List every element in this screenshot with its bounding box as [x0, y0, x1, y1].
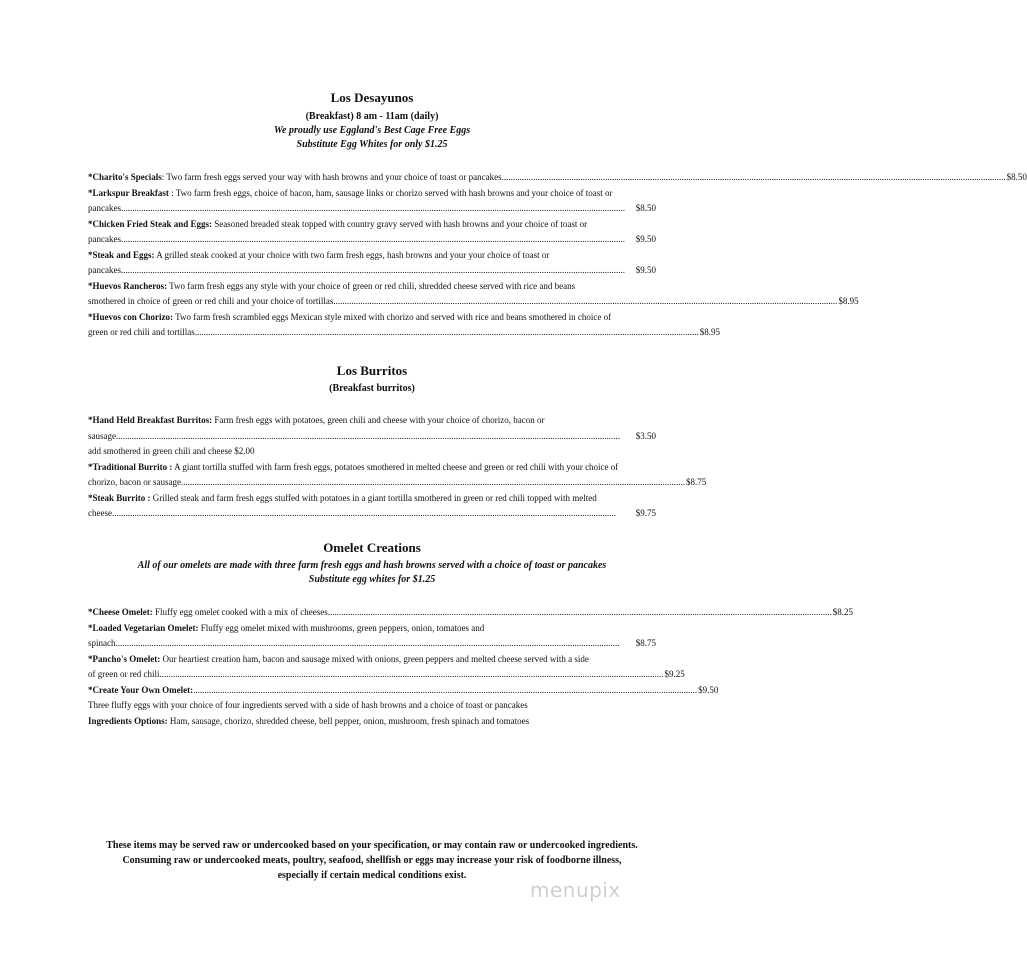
price: $9.75	[635, 508, 656, 518]
breakfast-hours: (Breakfast) 8 am - 11am (daily)	[305, 111, 439, 122]
ingredients-options: Ingredients Options: Ham, sausage, chorizo, shredded cheese, bell pepper, onion, mushroom, fresh spinach and tomatoes	[88, 715, 530, 726]
menu-item: *Traditional Burrito : A giant tortilla stuffed with farm fresh eggs, potatoes smothered in melted cheese and green or red chili with your choice of	[88, 461, 619, 472]
menu-item: *Larkspur Breakfast : Two farm fresh eggs, choice of bacon, ham, sausage links or chorizo served with hash browns and your choice of toast or	[88, 187, 613, 198]
price: $9.25	[664, 669, 685, 679]
omelets-header	[0, 540, 744, 587]
burritos-title: Los Burritos	[336, 363, 408, 378]
price: $9.50	[698, 684, 719, 695]
menu-item: *Huevos Rancheros: Two farm fresh eggs any style with your choice of green or red chili, shredded cheese served with rice and beans	[88, 280, 576, 291]
menu-item: *Pancho's Omelet: Our heartiest creation ham, bacon and sausage mixed with onions, green peppers and melted cheese served with a side	[88, 653, 589, 664]
breakfast-title: Los Desayunos	[330, 90, 414, 105]
omelets-substitute: Substitute egg whites for $1.25	[308, 574, 436, 585]
menu-item: *Cheese Omelet: Fluffy egg omelet cooked with a mix of cheeses ..... $8.25	[88, 605, 656, 621]
add-on-note: add smothered in green chili and cheese $2.00	[88, 446, 255, 456]
omelets-note: All of our omelets are made with three farm fresh eggs and hash browns served with a choice of toast or pancakes	[137, 560, 607, 571]
omelets-title: Omelet Creations	[323, 540, 421, 555]
price: $8.50	[1006, 172, 1027, 182]
price: $9.50	[635, 234, 656, 244]
price: $8.95	[838, 296, 859, 306]
breakfast-items: *Charito's Specials: Two farm fresh eggs served your way with hash browns and your choice of toast or pancakes ..... $8.50 *Larkspur Breakfast : Two farm fresh eggs, choice of bacon, ham, sausage links or chorizo served with hash browns and your choice of toast or pancakes ..... $8.50 *Chicken Fried Steak and Eggs: Seasoned breaded steak topped with country gravy served with hash browns and your choice of toast or pancakes ..... $9.50 *Steak and Eggs: A grilled steak cooked at your choice with two farm fresh eggs, hash browns and your your choice of toast or pancakes ..... $9.50 *Huevos Rancheros: Two farm fresh eggs any style with your choice of green or red chili, shredded cheese served with rice and beans smothered in choice of green or red chili and your choice of tortillas ..... $8.95 *Huevos con Chorizo: Two farm fresh scrambled eggs Mexican style mixed with chorizo and served with rice and beans smothered in choice of green or red chili and tortillas ..... $8.95	[88, 170, 656, 341]
price: $8.75	[685, 477, 707, 487]
price: $3.50	[635, 430, 656, 441]
burrito-items: *Hand Held Breakfast Burritos: Farm fresh eggs with potatoes, green chili and cheese with your choice of chorizo, bacon or sausage ..... $3.50 add smothered in green chili and cheese $2.00 *Traditional Burrito : A giant tortilla stuffed with farm fresh eggs, potatoes smothered in melted cheese and green or red chili with your choice of chorizo, bacon or sausage ..... $8.75 *Steak Burrito : Grilled steak and farm fresh eggs stuffed with potatoes in a giant tortilla smothered in green or red chili topped with melted cheese ..... $9.75	[88, 413, 656, 522]
create-omelet-description: Three fluffy eggs with your choice of four ingredients served with a side of hash browns and a choice of toast or pancakes	[88, 700, 528, 710]
egg-white-substitute: Substitute Egg Whites for only $1.25	[296, 139, 448, 150]
menu-item: *Charito's Specials: Two farm fresh eggs served your way with hash browns and your choice of toast or pancakes ..... $8.50	[88, 170, 656, 186]
price: $8.95	[699, 327, 720, 337]
menu-item: *Huevos con Chorizo: Two farm fresh scrambled eggs Mexican style mixed with chorizo and served with rice and beans smothered in choice of	[88, 311, 612, 322]
food-safety-disclaimer: These items may be served raw or undercooked based on your specification, or may contain raw or undercooked ingredients. Consuming raw or undercooked meats, poultry, seafood, shellfish or eggs may increase your risk of foodborne illness, especially if certain medical conditions exist.	[106, 840, 638, 881]
breakfast-header	[0, 90, 744, 152]
menu-item: *Create Your Own Omelet: ..... $9.50	[88, 683, 656, 699]
price: $9.50	[635, 265, 656, 275]
menu-item: *Steak Burrito : Grilled steak and farm fresh eggs stuffed with potatoes in a giant tortilla smothered in green or red chili topped with melted	[88, 492, 597, 503]
watermark-logo: menupix	[530, 878, 621, 902]
price: $8.50	[635, 203, 656, 213]
price: $8.25	[832, 607, 854, 617]
menu-item: *Chicken Fried Steak and Eggs: Seasoned breaded steak topped with country gravy served with hash browns and your choice of toast or	[88, 218, 588, 229]
menu-item: *Loaded Vegetarian Omelet: Fluffy egg omelet mixed with mushrooms, green peppers, onion, tomatoes and	[88, 622, 485, 633]
price: $8.75	[635, 638, 656, 648]
menu-item: *Hand Held Breakfast Burritos: Farm fresh eggs with potatoes, green chili and cheese with your choice of chorizo, bacon or	[88, 415, 545, 425]
eggs-note: We proudly use Eggland's Best Cage Free Eggs	[273, 125, 471, 136]
menu-item: *Steak and Eggs: A grilled steak cooked at your choice with two farm fresh eggs, hash browns and your your choice of toast or	[88, 249, 550, 260]
burritos-subtitle: (Breakfast burritos)	[329, 383, 415, 394]
burritos-header	[0, 363, 744, 396]
omelet-items: *Cheese Omelet: Fluffy egg omelet cooked with a mix of cheeses ..... $8.25 *Loaded Vegetarian Omelet: Fluffy egg omelet mixed with mushrooms, green peppers, onion, tomatoes and spinach ..... $8.75 *Pancho's Omelet: Our heartiest creation ham, bacon and sausage mixed with onions, green peppers and melted cheese served with a side of green or red chili ..... $9.25 *Create Your Own Omelet: ..... $9.50 Three fluffy eggs with your choice of four ingredients served with a side of hash browns and a choice of toast or pancakes Ingredients Options: Ham, sausage, chorizo, shredded cheese, bell pepper, onion, mushroom, fresh spinach and tomatoes	[88, 605, 656, 729]
